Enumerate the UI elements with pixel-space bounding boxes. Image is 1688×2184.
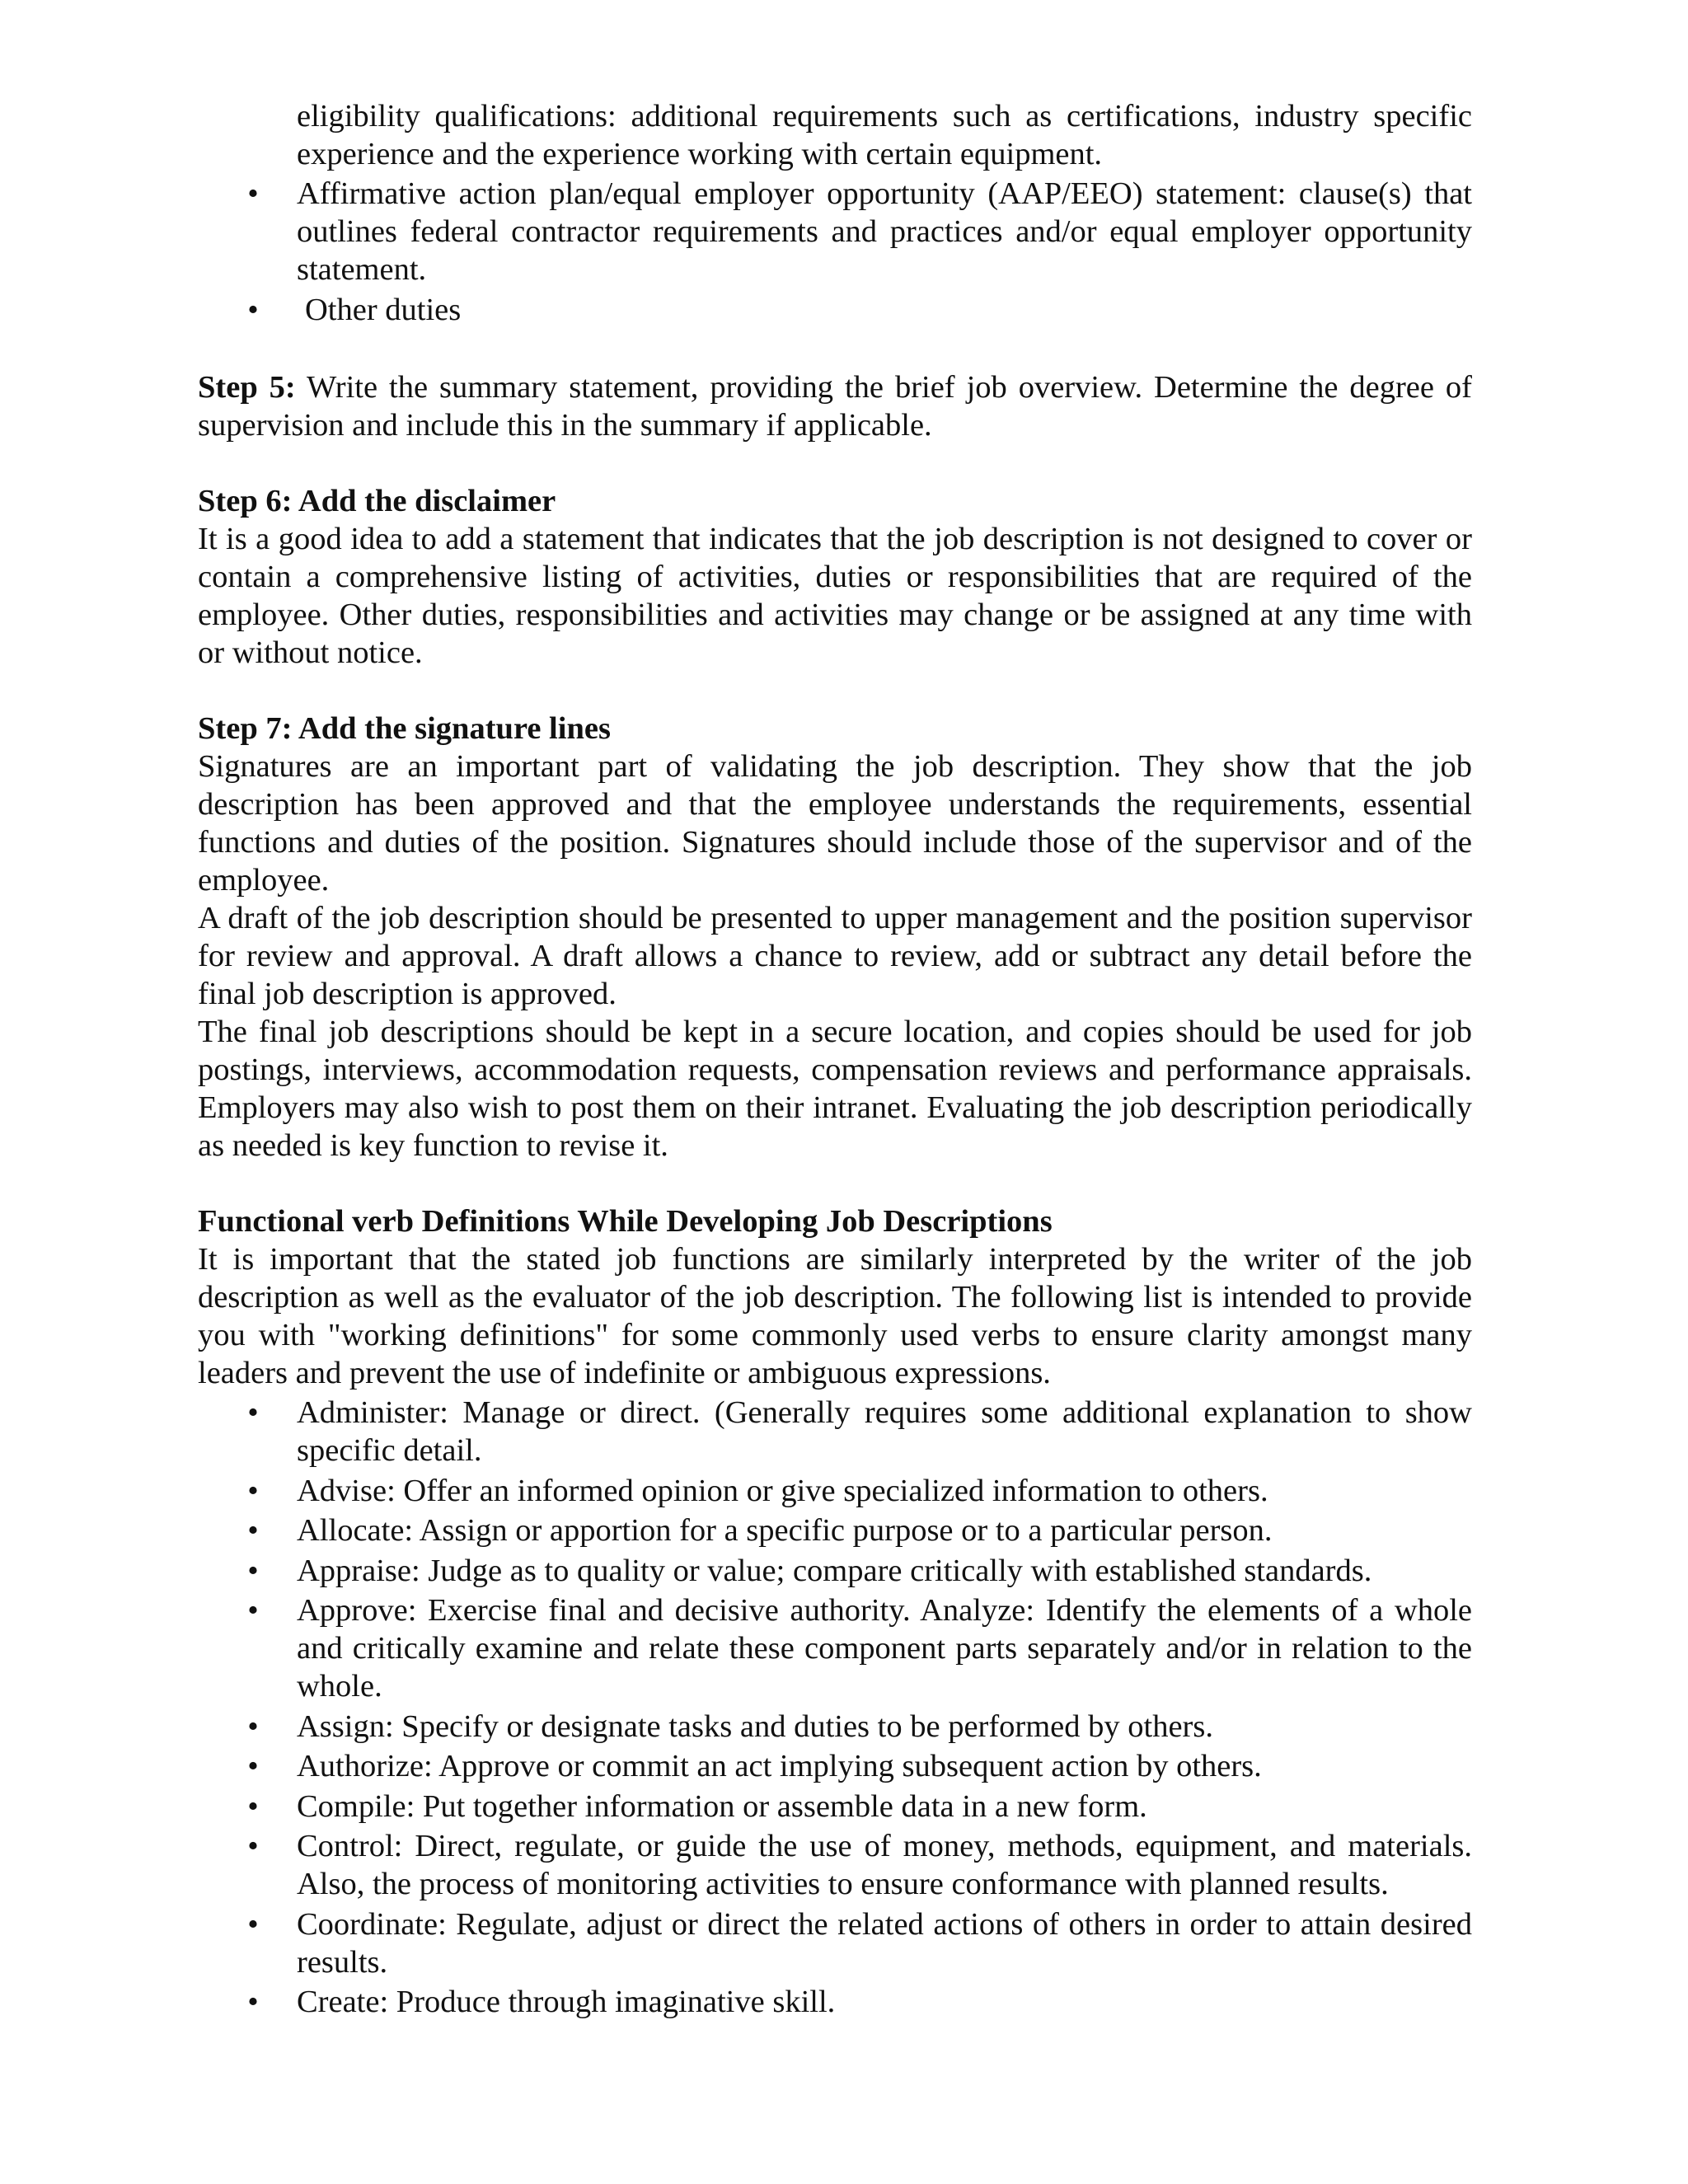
list-item — [198, 1394, 1472, 1469]
list-item-text: Appraise: Judge as to quality or value; compare critically with established standards. — [297, 1553, 1372, 1588]
list-item-text: Affirmative action plan/equal employer opportunity (AAP/EEO) statement: clause(s) that outlines federal contractor requirements and practices and/or equal employer opportunity statement. — [297, 176, 1472, 287]
document-page — [198, 97, 1472, 2023]
list-item-text: Assign: Specify or designate tasks and duties to be performed by others. — [297, 1708, 1213, 1744]
functional-heading: Functional verb Definitions While Developing Job Descriptions — [198, 1204, 1053, 1239]
step7-paragraph-1: Signatures are an important part of validating the job description. They show that the job description has been approved and that the employee understands the requirements, essential functions and duties of the position. Signatures should include those of the supervisor and of the employee. — [198, 749, 1472, 898]
list-item-text: Other duties — [305, 292, 462, 327]
list-item-text: Compile: Put together information or assemble data in a new form. — [297, 1788, 1147, 1824]
list-item — [198, 1511, 1472, 1549]
bullet-glyph: • — [247, 1593, 259, 1628]
list-item — [198, 1827, 1472, 1903]
bullet-glyph: • — [247, 1788, 259, 1824]
list-item — [198, 1591, 1472, 1705]
step7-paragraph-2: A draft of the job description should be presented to upper management and the position supervisor for review and approval. A draft allows a chance to review, add or subtract any detail before the final job description is approved. — [198, 901, 1472, 1011]
bullet-glyph: • — [247, 1553, 259, 1588]
top-bullet-list — [198, 175, 1472, 329]
step5-label: Step 5: — [198, 370, 296, 405]
bullet-glyph: • — [247, 176, 259, 211]
list-item — [198, 1472, 1472, 1510]
spacer — [198, 444, 1472, 482]
spacer — [198, 672, 1472, 710]
bullet-glyph: • — [247, 1395, 259, 1430]
list-item — [198, 1552, 1472, 1590]
list-item-text: Allocate: Assign or apportion for a specific purpose or to a particular person. — [297, 1513, 1273, 1548]
list-item-text: Administer: Manage or direct. (Generally requires some additional explanation to show specific detail. — [297, 1395, 1472, 1468]
bullet-glyph: • — [247, 1906, 259, 1942]
list-item-text: Coordinate: Regulate, adjust or direct the related actions of others in order to attain desired results. — [297, 1906, 1472, 1980]
step7-heading: Step 7: Add the signature lines — [198, 711, 611, 746]
spacer — [198, 1165, 1472, 1202]
list-item-text: Create: Produce through imaginative skill. — [297, 1985, 836, 2019]
list-item-text: Advise: Offer an informed opinion or give specialized information to others. — [297, 1473, 1268, 1508]
list-item — [198, 291, 1472, 329]
step5-paragraph — [198, 368, 1472, 444]
bullet-glyph: • — [247, 1749, 259, 1783]
bullet-glyph: • — [247, 1473, 259, 1508]
list-item — [198, 1788, 1472, 1825]
step7-paragraph-3: The final job descriptions should be kept in a secure location, and copies should be used for job postings, interviews, accommodation requests, compensation reviews and performance appraisals. Employers may also wish to post them on their intranet. Evaluating the job description periodically as needed is key function to revise it. — [198, 1015, 1472, 1163]
list-item — [198, 175, 1472, 288]
list-item — [198, 1983, 1472, 2021]
step5-text: Write the summary statement, providing the brief job overview. Determine the degree of supervision and include this in the summary if applicable. — [198, 370, 1472, 443]
list-item — [198, 1747, 1472, 1785]
step6-heading: Step 6: Add the disclaimer — [198, 484, 556, 518]
bullet-glyph: • — [247, 1829, 259, 1863]
intro-continuation: eligibility qualifications: additional requirements such as certifications, industry specific experience and the experience working with certain equipment. — [297, 99, 1472, 171]
list-item — [198, 1905, 1472, 1981]
bullet-glyph: • — [247, 1513, 259, 1548]
verb-definition-list — [198, 1394, 1472, 2021]
list-item — [198, 1708, 1472, 1746]
bullet-glyph: • — [247, 1708, 259, 1744]
bullet-glyph: • — [247, 292, 259, 327]
step6-text: It is a good idea to add a statement that indicates that the job description is not designed to cover or contain a comprehensive listing of activities, duties or responsibilities that are required of the employee. Other duties, responsibilities and activities may change or be assigned at any time with or without notice. — [198, 522, 1472, 670]
list-item-text: Control: Direct, regulate, or guide the use of money, methods, equipment, and materials. Also, the process of monitoring activities to ensure conformance with planned results. — [297, 1829, 1472, 1901]
list-item-text: Approve: Exercise final and decisive authority. Analyze: Identify the elements of a whole and critically examine and relate these component parts separately and/or in relation to the whole. — [297, 1593, 1472, 1704]
bullet-glyph: • — [247, 1985, 259, 2019]
functional-intro: It is important that the stated job functions are similarly interpreted by the writer of the job description as well as the evaluator of the job description. The following list is intended to provide you with "working definitions" for some commonly used verbs to ensure clarity amongst many leaders and prevent the use of indefinite or ambiguous expressions. — [198, 1242, 1472, 1390]
spacer — [198, 330, 1472, 368]
list-item-text: Authorize: Approve or commit an act implying subsequent action by others. — [297, 1749, 1262, 1783]
